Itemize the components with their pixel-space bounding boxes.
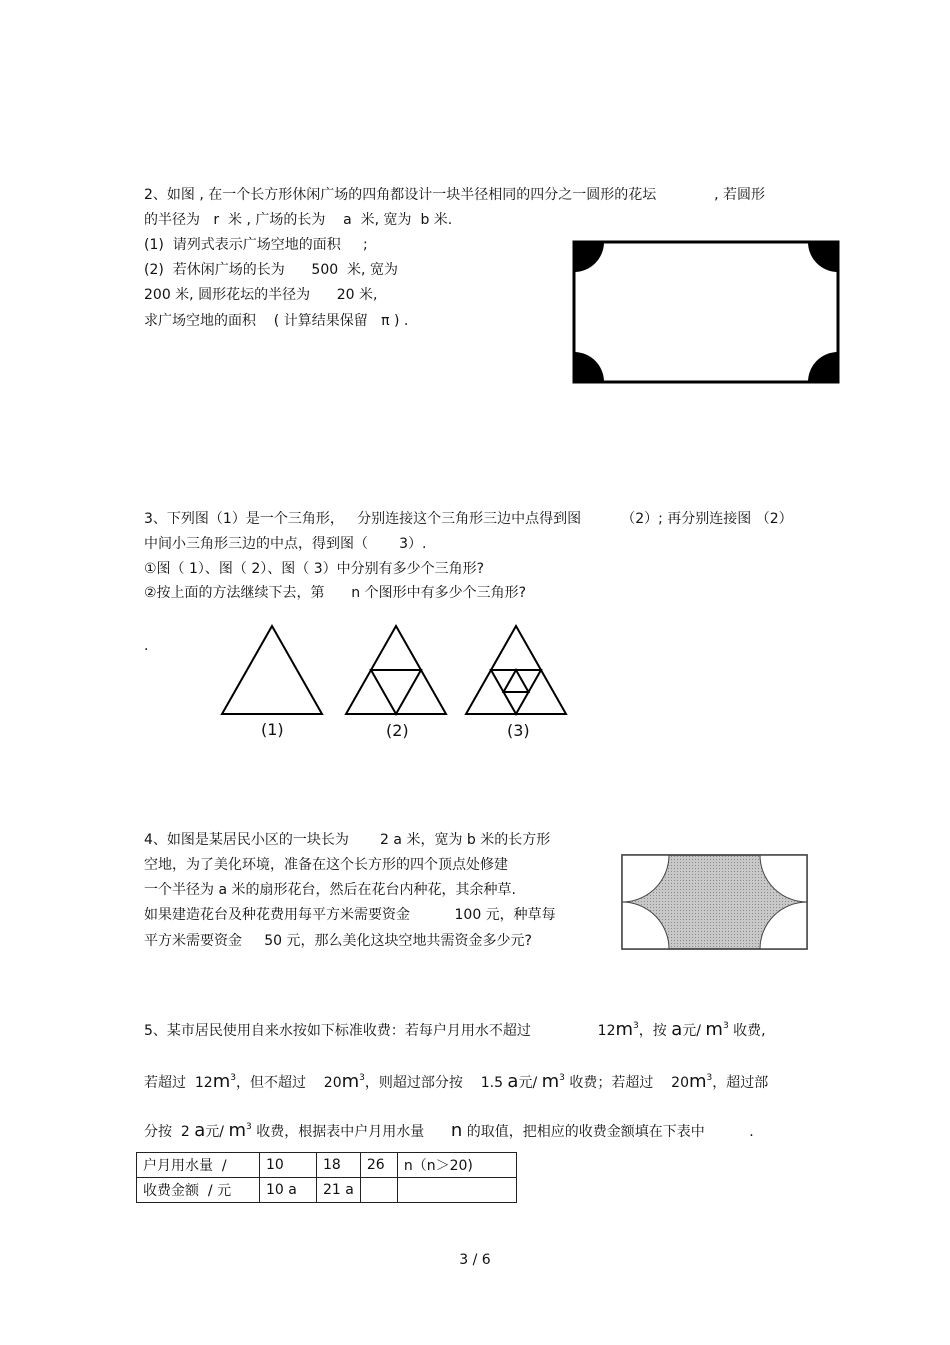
figure-label-3: (3) [507, 721, 530, 740]
q3-line-1: 3、下列图（1）是一个三角形， 分别连接这个三角形三边中点得到图 （2）; 再分别连接图 （2） [144, 511, 793, 527]
q3-line-3: ①图（ 1）、图（ 2）、图（ 3）中分别有多少个三角形? [144, 561, 485, 577]
table-cell: 18 [317, 1153, 361, 1178]
triangle-3-innermost [504, 670, 529, 692]
table-cell: 收费金额 / 元 [137, 1178, 260, 1203]
fee-table [136, 1152, 517, 1203]
q4-line-1: 4、如图是某居民小区的一块长为 2 a 米，宽为 b 米的长方形 [144, 832, 551, 848]
table-cell [397, 1178, 516, 1203]
q4-line-4: 如果建造花台及种花费用每平方米需要资金 100 元，种草每 [144, 907, 556, 923]
table-cell: n（n＞20) [397, 1153, 516, 1178]
q2-line-5: 200 米, 圆形花坛的半径为 20 米, [144, 287, 378, 303]
q4-garden-figure [617, 850, 813, 954]
triangle-2-inner [371, 670, 421, 714]
table-cell: 10 [260, 1153, 317, 1178]
table-cell [360, 1178, 397, 1203]
table-cell: 21 a [317, 1178, 361, 1203]
q4-line-2: 空地，为了美化环境，准备在这个长方形的四个顶点处修建 [144, 857, 508, 873]
triangle-1 [222, 626, 322, 714]
q5-line-2: 若超过 $12m^3$，但不超过 $20m^3$，则超过部分按 1.5 a元/ $m^3$ 收费；若超过 $20m^3$，超过部 [144, 1071, 769, 1092]
q2-line-1: 2、如图 , 在一个长方形休闲广场的四角都设计一块半径相同的四分之一圆形的花坛 , 若圆形 [144, 187, 766, 203]
q5-line-1: 5、某市居民使用自来水按如下标准收费：若每户月用水不超过 $12m^3$，按 a元/ $m^3$ 收费, [144, 1019, 766, 1040]
q2-line-4: (2) 若休闲广场的长为 500 米, 宽为 [144, 262, 398, 278]
q3-line-2: 中间小三角形三边的中点，得到图（ 3）. [144, 536, 427, 552]
table-row [137, 1153, 517, 1178]
q2-rectangle-figure [566, 236, 846, 388]
q4-line-5: 平方米需要资金 50 元，那么美化这块空地共需资金多少元? [144, 933, 532, 949]
q3-line-4: ②按上面的方法继续下去，第 n 个图形中有多少个三角形? [144, 585, 527, 601]
q5-line-3: 分按 2 a元/ $m^3$ 收费，根据表中户月用水量 n 的取值，把相应的收费金额填在下表中 . [144, 1120, 754, 1141]
table-cell: 户月用水量 / [137, 1153, 260, 1178]
q4-line-3: 一个半径为 a 米的扇形花台，然后在花台内种花，其余种草. [144, 882, 516, 898]
q2-line-3: (1) 请列式表示广场空地的面积 ; [144, 237, 368, 253]
q3-dot: . [144, 638, 149, 654]
table-cell: 26 [360, 1153, 397, 1178]
page-number: 3 / 6 [459, 1252, 491, 1268]
q2-line-2: 的半径为 r 米 , 广场的长为 a 米, 宽为 b 米. [144, 212, 453, 228]
table-cell: 10 a [260, 1178, 317, 1203]
figure-label-1: (1) [261, 720, 284, 739]
q3-triangle-figures [215, 620, 575, 720]
q2-line-6: 求广场空地的面积 ( 计算结果保留 π ) . [144, 313, 409, 329]
table-row [137, 1178, 517, 1203]
figure-label-2: (2) [386, 721, 409, 740]
